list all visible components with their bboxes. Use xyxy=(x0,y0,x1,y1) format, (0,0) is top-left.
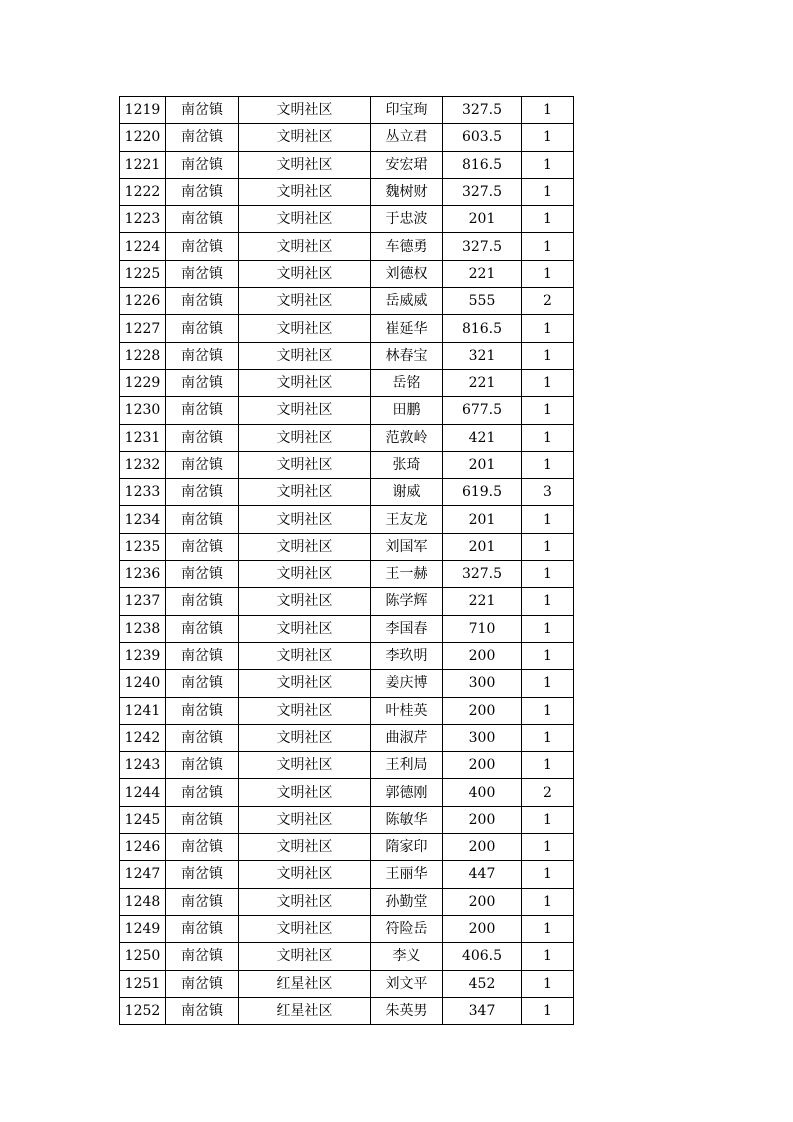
table-row xyxy=(120,615,574,642)
count-cell: 1 xyxy=(522,506,574,533)
community-cell: 文明社区 xyxy=(239,397,371,424)
row-id-cell: 1237 xyxy=(120,588,166,615)
community-cell: 文明社区 xyxy=(239,888,371,915)
amount-cell: 406.5 xyxy=(443,943,522,970)
amount-cell: 677.5 xyxy=(443,397,522,424)
row-id-cell: 1246 xyxy=(120,834,166,861)
amount-cell: 200 xyxy=(443,834,522,861)
table-row xyxy=(120,342,574,369)
name-cell: 刘国军 xyxy=(371,533,443,560)
name-cell: 张琦 xyxy=(371,451,443,478)
town-cell: 南岔镇 xyxy=(166,206,239,233)
row-id-cell: 1227 xyxy=(120,315,166,342)
row-id-cell: 1225 xyxy=(120,260,166,287)
name-cell: 刘文平 xyxy=(371,970,443,997)
community-cell: 文明社区 xyxy=(239,561,371,588)
table-row xyxy=(120,888,574,915)
table-row xyxy=(120,151,574,178)
community-cell: 文明社区 xyxy=(239,369,371,396)
name-cell: 符险岳 xyxy=(371,915,443,942)
row-id-cell: 1224 xyxy=(120,233,166,260)
amount-cell: 200 xyxy=(443,806,522,833)
count-cell: 1 xyxy=(522,752,574,779)
town-cell: 南岔镇 xyxy=(166,834,239,861)
row-id-cell: 1242 xyxy=(120,724,166,751)
amount-cell: 200 xyxy=(443,888,522,915)
name-cell: 朱英男 xyxy=(371,997,443,1024)
name-cell: 于忠波 xyxy=(371,206,443,233)
count-cell: 1 xyxy=(522,533,574,560)
count-cell: 1 xyxy=(522,943,574,970)
row-id-cell: 1231 xyxy=(120,424,166,451)
table-row xyxy=(120,915,574,942)
community-cell: 文明社区 xyxy=(239,424,371,451)
name-cell: 崔延华 xyxy=(371,315,443,342)
row-id-cell: 1236 xyxy=(120,561,166,588)
amount-cell: 347 xyxy=(443,997,522,1024)
town-cell: 南岔镇 xyxy=(166,233,239,260)
town-cell: 南岔镇 xyxy=(166,752,239,779)
community-cell: 文明社区 xyxy=(239,260,371,287)
row-id-cell: 1230 xyxy=(120,397,166,424)
name-cell: 谢威 xyxy=(371,479,443,506)
table-row xyxy=(120,834,574,861)
amount-cell: 300 xyxy=(443,724,522,751)
community-cell: 文明社区 xyxy=(239,724,371,751)
row-id-cell: 1219 xyxy=(120,97,166,124)
table-row xyxy=(120,670,574,697)
name-cell: 王一赫 xyxy=(371,561,443,588)
community-cell: 文明社区 xyxy=(239,943,371,970)
community-cell: 文明社区 xyxy=(239,834,371,861)
table-row xyxy=(120,779,574,806)
town-cell: 南岔镇 xyxy=(166,888,239,915)
amount-cell: 200 xyxy=(443,642,522,669)
count-cell: 1 xyxy=(522,97,574,124)
name-cell: 叶桂英 xyxy=(371,697,443,724)
roster-table xyxy=(119,96,574,1025)
table-row xyxy=(120,369,574,396)
amount-cell: 710 xyxy=(443,615,522,642)
table-row xyxy=(120,288,574,315)
town-cell: 南岔镇 xyxy=(166,397,239,424)
row-id-cell: 1232 xyxy=(120,451,166,478)
name-cell: 王利局 xyxy=(371,752,443,779)
table-row xyxy=(120,724,574,751)
amount-cell: 400 xyxy=(443,779,522,806)
amount-cell: 200 xyxy=(443,697,522,724)
town-cell: 南岔镇 xyxy=(166,97,239,124)
count-cell: 2 xyxy=(522,779,574,806)
town-cell: 南岔镇 xyxy=(166,943,239,970)
row-id-cell: 1221 xyxy=(120,151,166,178)
name-cell: 姜庆博 xyxy=(371,670,443,697)
town-cell: 南岔镇 xyxy=(166,642,239,669)
amount-cell: 200 xyxy=(443,915,522,942)
table-row xyxy=(120,97,574,124)
table-row xyxy=(120,861,574,888)
row-id-cell: 1251 xyxy=(120,970,166,997)
row-id-cell: 1234 xyxy=(120,506,166,533)
table-row xyxy=(120,124,574,151)
town-cell: 南岔镇 xyxy=(166,915,239,942)
community-cell: 文明社区 xyxy=(239,533,371,560)
name-cell: 李国春 xyxy=(371,615,443,642)
table-row xyxy=(120,806,574,833)
table-row xyxy=(120,697,574,724)
amount-cell: 327.5 xyxy=(443,233,522,260)
table-row xyxy=(120,233,574,260)
community-cell: 文明社区 xyxy=(239,670,371,697)
community-cell: 文明社区 xyxy=(239,342,371,369)
amount-cell: 816.5 xyxy=(443,151,522,178)
community-cell: 文明社区 xyxy=(239,479,371,506)
town-cell: 南岔镇 xyxy=(166,479,239,506)
amount-cell: 327.5 xyxy=(443,178,522,205)
count-cell: 1 xyxy=(522,151,574,178)
amount-cell: 321 xyxy=(443,342,522,369)
community-cell: 文明社区 xyxy=(239,752,371,779)
count-cell: 1 xyxy=(522,342,574,369)
name-cell: 范敦岭 xyxy=(371,424,443,451)
row-id-cell: 1248 xyxy=(120,888,166,915)
amount-cell: 555 xyxy=(443,288,522,315)
name-cell: 王丽华 xyxy=(371,861,443,888)
row-id-cell: 1247 xyxy=(120,861,166,888)
community-cell: 文明社区 xyxy=(239,642,371,669)
community-cell: 文明社区 xyxy=(239,697,371,724)
row-id-cell: 1239 xyxy=(120,642,166,669)
town-cell: 南岔镇 xyxy=(166,533,239,560)
count-cell: 1 xyxy=(522,915,574,942)
name-cell: 曲淑芹 xyxy=(371,724,443,751)
table-row xyxy=(120,997,574,1024)
table-row xyxy=(120,943,574,970)
row-id-cell: 1223 xyxy=(120,206,166,233)
table-row xyxy=(120,451,574,478)
table-row xyxy=(120,506,574,533)
town-cell: 南岔镇 xyxy=(166,260,239,287)
row-id-cell: 1233 xyxy=(120,479,166,506)
community-cell: 文明社区 xyxy=(239,615,371,642)
count-cell: 1 xyxy=(522,970,574,997)
amount-cell: 201 xyxy=(443,506,522,533)
table-row xyxy=(120,178,574,205)
name-cell: 印宝珣 xyxy=(371,97,443,124)
community-cell: 文明社区 xyxy=(239,124,371,151)
community-cell: 文明社区 xyxy=(239,206,371,233)
table-row xyxy=(120,970,574,997)
amount-cell: 300 xyxy=(443,670,522,697)
count-cell: 1 xyxy=(522,888,574,915)
name-cell: 林春宝 xyxy=(371,342,443,369)
count-cell: 1 xyxy=(522,233,574,260)
town-cell: 南岔镇 xyxy=(166,697,239,724)
town-cell: 南岔镇 xyxy=(166,369,239,396)
row-id-cell: 1243 xyxy=(120,752,166,779)
community-cell: 红星社区 xyxy=(239,997,371,1024)
row-id-cell: 1226 xyxy=(120,288,166,315)
name-cell: 李义 xyxy=(371,943,443,970)
count-cell: 1 xyxy=(522,315,574,342)
town-cell: 南岔镇 xyxy=(166,561,239,588)
town-cell: 南岔镇 xyxy=(166,806,239,833)
community-cell: 文明社区 xyxy=(239,861,371,888)
row-id-cell: 1250 xyxy=(120,943,166,970)
count-cell: 1 xyxy=(522,806,574,833)
row-id-cell: 1252 xyxy=(120,997,166,1024)
amount-cell: 447 xyxy=(443,861,522,888)
row-id-cell: 1238 xyxy=(120,615,166,642)
row-id-cell: 1244 xyxy=(120,779,166,806)
name-cell: 陈敏华 xyxy=(371,806,443,833)
town-cell: 南岔镇 xyxy=(166,997,239,1024)
row-id-cell: 1220 xyxy=(120,124,166,151)
town-cell: 南岔镇 xyxy=(166,615,239,642)
name-cell: 刘德权 xyxy=(371,260,443,287)
row-id-cell: 1222 xyxy=(120,178,166,205)
community-cell: 文明社区 xyxy=(239,97,371,124)
name-cell: 隋家印 xyxy=(371,834,443,861)
amount-cell: 221 xyxy=(443,588,522,615)
count-cell: 1 xyxy=(522,397,574,424)
table-row xyxy=(120,315,574,342)
amount-cell: 452 xyxy=(443,970,522,997)
count-cell: 1 xyxy=(522,724,574,751)
count-cell: 1 xyxy=(522,615,574,642)
amount-cell: 619.5 xyxy=(443,479,522,506)
community-cell: 文明社区 xyxy=(239,288,371,315)
count-cell: 1 xyxy=(522,424,574,451)
town-cell: 南岔镇 xyxy=(166,315,239,342)
amount-cell: 421 xyxy=(443,424,522,451)
town-cell: 南岔镇 xyxy=(166,970,239,997)
community-cell: 文明社区 xyxy=(239,451,371,478)
amount-cell: 201 xyxy=(443,533,522,560)
table-row xyxy=(120,479,574,506)
community-cell: 文明社区 xyxy=(239,315,371,342)
table-row xyxy=(120,397,574,424)
count-cell: 1 xyxy=(522,260,574,287)
community-cell: 文明社区 xyxy=(239,178,371,205)
count-cell: 1 xyxy=(522,124,574,151)
town-cell: 南岔镇 xyxy=(166,178,239,205)
town-cell: 南岔镇 xyxy=(166,288,239,315)
count-cell: 1 xyxy=(522,561,574,588)
town-cell: 南岔镇 xyxy=(166,451,239,478)
count-cell: 1 xyxy=(522,697,574,724)
name-cell: 岳铭 xyxy=(371,369,443,396)
community-cell: 文明社区 xyxy=(239,779,371,806)
amount-cell: 327.5 xyxy=(443,97,522,124)
count-cell: 1 xyxy=(522,451,574,478)
count-cell: 1 xyxy=(522,997,574,1024)
town-cell: 南岔镇 xyxy=(166,151,239,178)
row-id-cell: 1229 xyxy=(120,369,166,396)
town-cell: 南岔镇 xyxy=(166,779,239,806)
community-cell: 文明社区 xyxy=(239,233,371,260)
community-cell: 文明社区 xyxy=(239,151,371,178)
name-cell: 车德勇 xyxy=(371,233,443,260)
amount-cell: 603.5 xyxy=(443,124,522,151)
town-cell: 南岔镇 xyxy=(166,724,239,751)
table-row xyxy=(120,260,574,287)
town-cell: 南岔镇 xyxy=(166,124,239,151)
count-cell: 3 xyxy=(522,479,574,506)
amount-cell: 221 xyxy=(443,260,522,287)
row-id-cell: 1240 xyxy=(120,670,166,697)
amount-cell: 816.5 xyxy=(443,315,522,342)
name-cell: 魏树财 xyxy=(371,178,443,205)
community-cell: 文明社区 xyxy=(239,806,371,833)
town-cell: 南岔镇 xyxy=(166,670,239,697)
row-id-cell: 1249 xyxy=(120,915,166,942)
count-cell: 1 xyxy=(522,178,574,205)
row-id-cell: 1245 xyxy=(120,806,166,833)
count-cell: 2 xyxy=(522,288,574,315)
amount-cell: 201 xyxy=(443,206,522,233)
count-cell: 1 xyxy=(522,834,574,861)
town-cell: 南岔镇 xyxy=(166,588,239,615)
count-cell: 1 xyxy=(522,206,574,233)
row-id-cell: 1228 xyxy=(120,342,166,369)
community-cell: 文明社区 xyxy=(239,915,371,942)
table-row xyxy=(120,588,574,615)
town-cell: 南岔镇 xyxy=(166,506,239,533)
amount-cell: 200 xyxy=(443,752,522,779)
count-cell: 1 xyxy=(522,642,574,669)
community-cell: 文明社区 xyxy=(239,506,371,533)
row-id-cell: 1241 xyxy=(120,697,166,724)
name-cell: 王友龙 xyxy=(371,506,443,533)
count-cell: 1 xyxy=(522,588,574,615)
roster-table-body xyxy=(120,97,574,1025)
name-cell: 李玖明 xyxy=(371,642,443,669)
community-cell: 文明社区 xyxy=(239,588,371,615)
amount-cell: 221 xyxy=(443,369,522,396)
amount-cell: 201 xyxy=(443,451,522,478)
table-row xyxy=(120,561,574,588)
count-cell: 1 xyxy=(522,861,574,888)
name-cell: 岳威威 xyxy=(371,288,443,315)
name-cell: 安宏珺 xyxy=(371,151,443,178)
row-id-cell: 1235 xyxy=(120,533,166,560)
town-cell: 南岔镇 xyxy=(166,861,239,888)
count-cell: 1 xyxy=(522,369,574,396)
amount-cell: 327.5 xyxy=(443,561,522,588)
count-cell: 1 xyxy=(522,670,574,697)
name-cell: 田鹏 xyxy=(371,397,443,424)
community-cell: 红星社区 xyxy=(239,970,371,997)
table-row xyxy=(120,424,574,451)
table-row xyxy=(120,752,574,779)
name-cell: 孙勤堂 xyxy=(371,888,443,915)
name-cell: 郭德刚 xyxy=(371,779,443,806)
town-cell: 南岔镇 xyxy=(166,342,239,369)
table-row xyxy=(120,642,574,669)
name-cell: 丛立君 xyxy=(371,124,443,151)
table-row xyxy=(120,533,574,560)
town-cell: 南岔镇 xyxy=(166,424,239,451)
table-row xyxy=(120,206,574,233)
name-cell: 陈学辉 xyxy=(371,588,443,615)
